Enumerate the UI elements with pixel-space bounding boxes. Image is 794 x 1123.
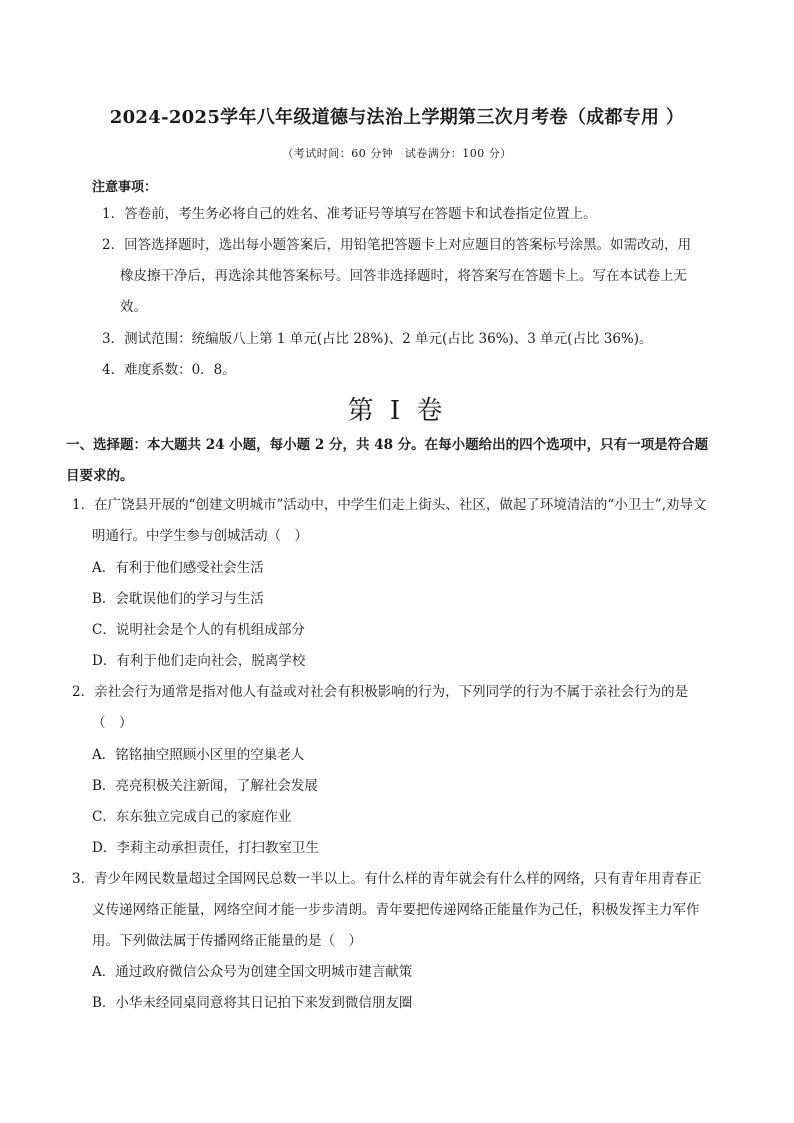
note-number: 2． (102, 237, 125, 253)
note-item (102, 360, 236, 380)
question-text-continued: 义传递网络正能量，网络空间才能一步步清朗。青年要把传递网络正能量作为己任，积极发挥主力军作 (92, 902, 700, 918)
question-text: 青少年网民数量超过全国网民总数一半以上。有什么样的青年就会有什么样的网络，只有青年用青春正 (94, 871, 702, 887)
question-2-stem (72, 682, 688, 702)
volume-title: 第 I 卷 (347, 396, 447, 426)
notes-heading: 注意事项： (92, 180, 158, 195)
question-number: 1． (72, 497, 95, 513)
question-text-continued: 明通行。中学生参与创城活动（ ） (92, 528, 308, 544)
section-heading: 一、选择题：本大题共 24 小题，每小题 2 分，共 48 分。在每小题给出的四个选项中，只有一项是符合题 (66, 437, 709, 453)
question-1-stem (72, 495, 707, 515)
note-text: 答卷前，考生务必将自己的姓名、准考证号等填写在答题卡和试卷指定位置上。 (124, 206, 597, 222)
option-b: B．小华未经同桌同意将其日记拍下来发到微信朋友圈 (92, 995, 413, 1011)
question-text: 在广饶县开展的“创建文明城市”活动中，中学生们走上街头、社区，做起了环境清洁的“小卫士”,劝导文 (94, 497, 707, 513)
option-c: C．说明社会是个人的有机组成部分 (92, 622, 305, 638)
note-text: 难度系数：0．8。 (124, 362, 236, 378)
note-item (102, 235, 691, 255)
note-number: 3． (102, 331, 125, 347)
question-number: 2． (72, 684, 95, 700)
option-a: A．铭铭抽空照顾小区里的空巢老人 (92, 747, 305, 763)
note-text: 回答选择题时，选出每小题答案后，用铅笔把答题卡上对应题目的答案标号涂黑。如需改动，用 (124, 237, 692, 253)
note-number: 1． (102, 206, 125, 222)
option-b: B．会耽误他们的学习与生活 (92, 591, 264, 607)
option-c: C．东东独立完成自己的家庭作业 (92, 809, 292, 825)
note-number: 4． (102, 362, 125, 378)
question-text-continued: （ ） (92, 715, 133, 731)
note-item (102, 329, 653, 349)
question-number: 3． (72, 871, 95, 887)
option-a: A．通过政府微信公众号为创建全国文明城市建言献策 (92, 964, 413, 980)
option-b: B．亮亮积极关注新闻，了解社会发展 (92, 778, 318, 794)
question-3-stem (72, 869, 702, 889)
note-text: 测试范围：统编版八上第 1 单元(占比 28%)、2 单元(占比 36%)、3 单元(占比 36%)。 (124, 331, 653, 347)
exam-subtitle: （考试时间：60 分钟 试卷满分：100 分） (282, 147, 512, 160)
option-a: A．有利于他们感受社会生活 (92, 560, 264, 576)
note-item (102, 204, 597, 224)
question-text-continued: 用。下列做法属于传播网络正能量的是（ ） (92, 933, 362, 949)
option-d: D．李莉主动承担责任，打扫教室卫生 (92, 840, 319, 856)
note-text-continued: 橡皮擦干净后，再选涂其他答案标号。回答非选择题时，将答案写在答题卡上。写在本试卷上无 (120, 268, 687, 284)
exam-title: 2024-2025学年八年级道德与法治上学期第三次月考卷（成都专用 ） (109, 107, 685, 128)
section-heading-continued: 目要求的。 (66, 468, 134, 484)
note-text-continued: 效。 (120, 299, 147, 315)
option-d: D．有利于他们走向社会，脱离学校 (92, 653, 306, 669)
question-text: 亲社会行为通常是指对他人有益或对社会有积极影响的行为，下列同学的行为不属于亲社会行为的是 (94, 684, 689, 700)
